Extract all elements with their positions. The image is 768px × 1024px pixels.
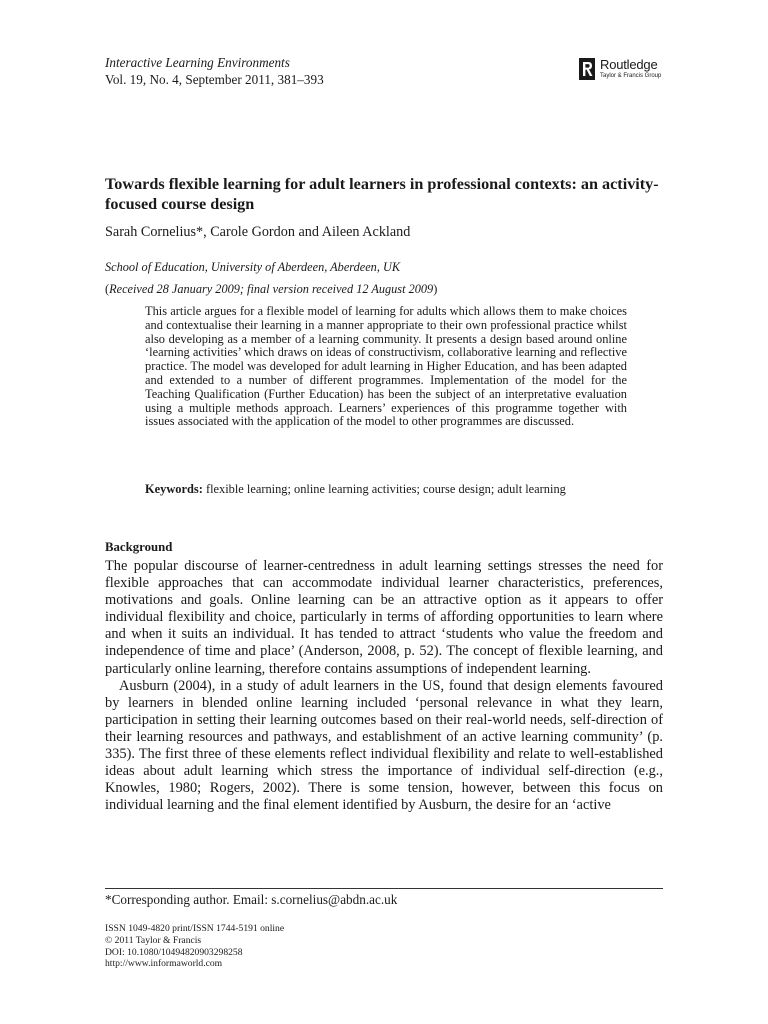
author-affiliation: School of Education, University of Aberdeen, Aberdeen, UK xyxy=(105,260,401,274)
publisher-logo xyxy=(578,57,661,81)
journal-name: Interactive Learning Environments xyxy=(105,55,290,70)
publisher-url: http://www.informaworld.com xyxy=(105,958,223,970)
article-title: Towards flexible learning for adult learners in professional contexts: an activity-focused course design xyxy=(105,175,659,213)
section-heading-background: Background xyxy=(105,540,173,554)
keywords-label: Keywords: xyxy=(145,482,203,496)
received-text: Received 28 January 2009; final version received 12 August 2009 xyxy=(109,282,434,296)
publisher-group: Taylor & Francis Group xyxy=(600,73,662,79)
keywords-text: flexible learning; online learning activities; course design; adult learning xyxy=(205,482,566,496)
received-dates xyxy=(105,281,437,297)
article-authors: Sarah Cornelius*, Carole Gordon and Aileen Ackland xyxy=(105,224,411,240)
journal-header xyxy=(105,54,324,88)
keywords xyxy=(145,482,627,496)
received-close-paren: ) xyxy=(433,282,438,296)
routledge-r-icon xyxy=(578,57,596,81)
doi-line: DOI: 10.1080/10494820903298258 xyxy=(105,946,243,958)
copyright-line: © 2011 Taylor & Francis xyxy=(105,934,202,946)
body-text xyxy=(105,558,663,814)
abstract: This article argues for a flexible model of learning for adults which allows them to make choices and contextualise their learning in a manner appropriate to their own professional practice whilst also developing as a member of a learning community. It presents a design based around online ‘learning activities’ which draws on ideas of constructivism, collaborative learning and reflective practice. The model was developed for adult learning in Higher Education, and has been adapted and extended to a number of different programmes. Implementation of the model for the Teaching Qualification (Further Education) has been the subject of an interpretative evaluation using a multiple methods approach. Learners’ experiences of this programme together with issues associated with the application of the model to other programmes are discussed. xyxy=(145,304,627,429)
issn-line: ISSN 1049-4820 print/ISSN 1744-5191 online xyxy=(105,923,285,934)
body-paragraph-2: Ausburn (2004), in a study of adult learners in the US, found that design elements favoured by learners in blended online learning included ‘personal relevance in what they learn, participation in setting their learning outcomes based on their real-world needs, self-direction of their learning resources and pathways, and establishment of an active learning community’ (p. 335). The first three of these elements reflect individual flexibility and relate to well-established ideas about adult learning which stress the importance of individual self-direction (e.g., Knowles, 1980; Rogers, 2002). There is some tension, however, between this focus on individual learning and the final element identified by Ausburn, the desire for an ‘active xyxy=(105,677,663,814)
received-open-paren: ( xyxy=(105,282,110,296)
footnote-divider xyxy=(105,888,663,889)
volume-info: Vol. 19, No. 4, September 2011, 381–393 xyxy=(105,72,324,87)
body-paragraph-1: The popular discourse of learner-centredness in adult learning settings stresses the need for flexible approaches that can accommodate individual learner characteristics, preferences, motivations and goals. Online learning can be an attractive option as it appears to offer individual flexibility and choice, particularly in terms of affording opportunities to learn where and when it suits an individual. It has tended to attract ‘students who value the freedom and independence of time and place’ (Anderson, 2008, p. 52). The concept of flexible learning, and particularly online learning, therefore contains assumptions of independent learning. xyxy=(105,558,663,677)
corresponding-author-footnote: *Corresponding author. Email: s.cornelius@abdn.ac.uk xyxy=(105,892,398,907)
publisher-name: Routledge xyxy=(600,57,658,72)
colophon xyxy=(105,923,284,970)
